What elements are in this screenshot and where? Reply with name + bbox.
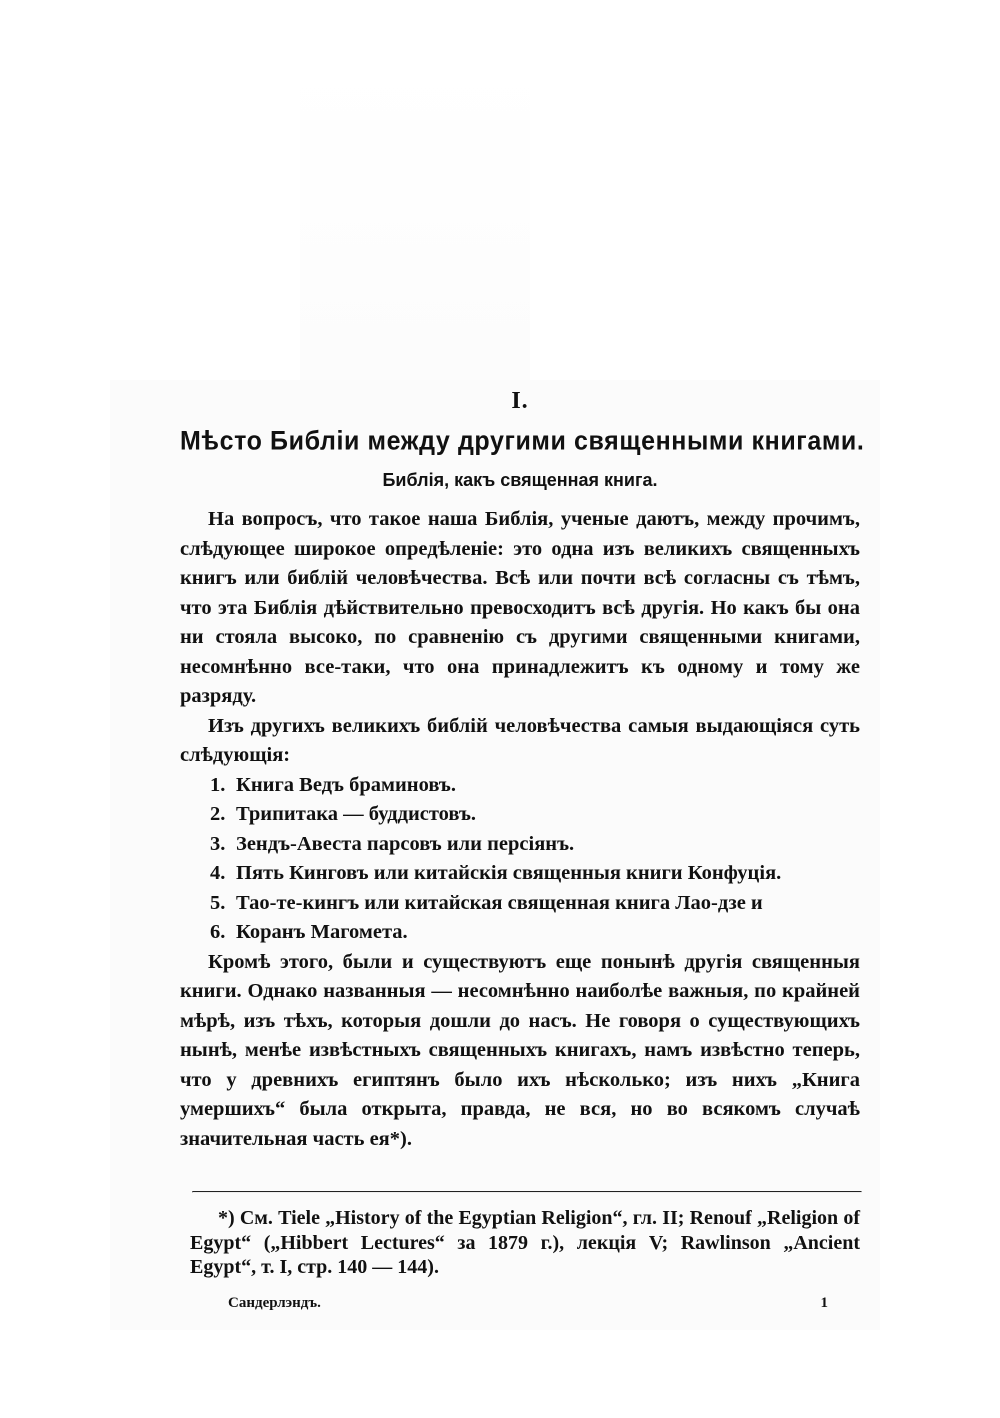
paragraph-3: Кромѣ этого, были и существуютъ еще понынѣ другія священныя книги. Однако названныя — несомнѣнно наиболѣе важныя, по крайней мѣрѣ, изъ тѣхъ, которыя дошли до насъ. Не говоря о существующихъ нынѣ, менѣе извѣстныхъ священныхъ книгахъ, намъ извѣстно теперь, что у древнихъ египтянъ было ихъ нѣсколько; изъ нихъ „Книга умершихъ“ была открыта, правда, не вся, но во всякомъ случаѣ значительная часть ея*). xyxy=(180,950,860,1150)
list-item xyxy=(210,859,860,889)
list-item xyxy=(210,771,860,801)
list-item-text: Зендъ-Авеста парсовъ или персіянъ. xyxy=(236,832,575,855)
section-subtitle: Библія, какъ священная книга. xyxy=(382,470,658,490)
sacred-books-list xyxy=(180,771,860,948)
list-item-number: 5. xyxy=(210,891,226,914)
footer-author: Сандерлэндъ. xyxy=(228,1295,321,1311)
list-item xyxy=(210,800,860,830)
list-item xyxy=(210,889,860,919)
list-item xyxy=(210,918,860,948)
paragraph-2: Изъ другихъ великихъ библій человѣчества самыя выдающіяся суть слѣдующія: xyxy=(180,714,860,766)
page-content xyxy=(180,388,865,1154)
list-item-number: 4. xyxy=(210,862,226,884)
page-footer xyxy=(228,1295,828,1312)
footnote xyxy=(190,1206,860,1280)
chapter-title: Мѣсто Библіи между другими священными книгами. xyxy=(180,425,865,457)
list-item-text: Коранъ Магомета. xyxy=(236,921,408,943)
list-item-text: Трипитака — буддистовъ. xyxy=(236,803,477,825)
footnote-text: *) См. Tiele „History of the Egyptian Religion“, гл. II; Renouf „Religion of Egypt“ („Hibbert Lectures“ за 1879 г.), лекція V; Rawlinson „Ancient Egypt“, т. I, стр. 140 — 144). xyxy=(190,1207,860,1278)
list-item-text: Тао-те-кингъ или китайская священная книга Лао-дзе и xyxy=(236,891,763,914)
list-item-text: Пять Кинговъ или китайскія священныя книги Конфуція. xyxy=(236,862,782,884)
footnote-divider xyxy=(192,1191,862,1193)
chapter-number: I. xyxy=(511,388,529,414)
page-number: 1 xyxy=(820,1295,828,1311)
list-item-number: 3. xyxy=(210,832,226,855)
paragraph-1: На вопросъ, что такое наша Библія, ученые даютъ, между прочимъ, слѣдующее широкое опредѣленіе: это одна изъ великихъ священныхъ книгъ или библій человѣчества. Всѣ или почти всѣ согласны съ тѣмъ, что эта Библія дѣйствительно превосходитъ всѣ другія. Но какъ бы она ни стояла высоко, по сравненію съ другими священными книгами, несомнѣнно все-таки, что она принадлежитъ къ одному и тому же разряду. xyxy=(180,508,860,707)
list-item-number: 1. xyxy=(210,773,226,796)
list-item-text: Книга Ведъ браминовъ. xyxy=(236,773,456,796)
list-item-number: 6. xyxy=(210,921,226,943)
list-item-number: 2. xyxy=(210,803,226,825)
list-item xyxy=(210,830,860,860)
page-shade xyxy=(300,60,530,380)
